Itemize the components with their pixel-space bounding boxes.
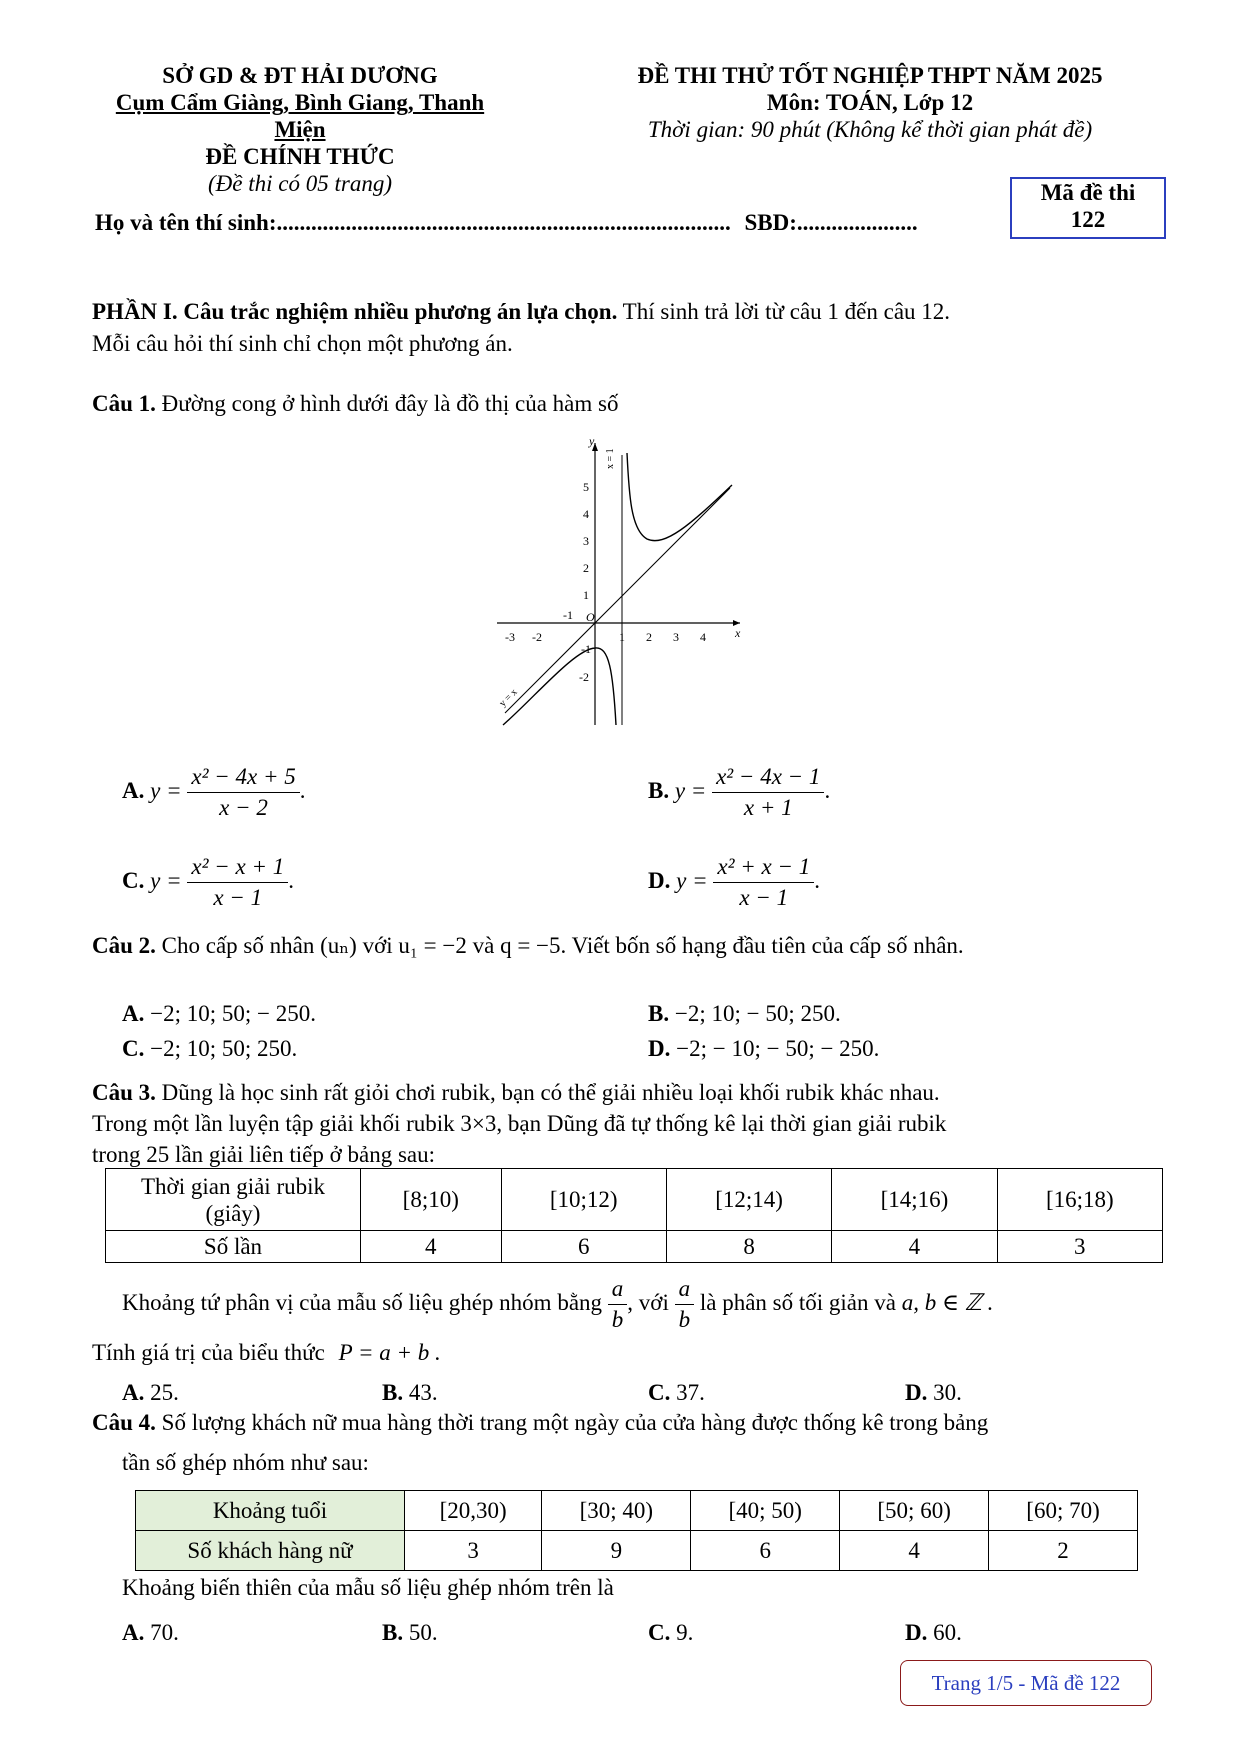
q2-option-d[interactable]	[648, 1033, 879, 1065]
denominator: x + 1	[743, 795, 793, 820]
q3-line1: Dũng là học sinh rất giỏi chơi rubik, bạn có thể giải nhiều loại khối rubik khác nhau.	[155, 1080, 940, 1105]
y-tick: 5	[583, 480, 589, 494]
option-letter: B.	[648, 777, 670, 803]
cluster: Cụm Cẩm Giàng, Bình Giang, Thanh Miện	[115, 90, 485, 142]
fraction	[187, 762, 299, 823]
table-row	[106, 1169, 1163, 1231]
q2-option-a[interactable]	[122, 998, 316, 1030]
header-right	[600, 62, 1140, 143]
text: Tính giá trị của biểu thức	[92, 1340, 325, 1365]
option-letter: A.	[122, 1001, 145, 1026]
table-cell: [20,30)	[405, 1491, 542, 1531]
curve-left-branch	[503, 648, 616, 725]
header-line: (giây)	[205, 1200, 261, 1226]
table-cell: [16;18)	[997, 1169, 1162, 1231]
text: là phân số tối giản và	[699, 1289, 896, 1315]
option-letter: C.	[122, 867, 145, 893]
subject: Môn: TOÁN, Lớp 12	[766, 90, 974, 115]
official-label: ĐỀ CHÍNH THỨC	[205, 144, 395, 169]
fraction	[712, 762, 824, 823]
option-letter: C.	[648, 1620, 671, 1645]
y-ticks	[579, 480, 591, 684]
y-axis-label: y	[589, 435, 595, 448]
q3-label: Câu 3.	[92, 1080, 156, 1105]
table-cell: [10;12)	[501, 1169, 666, 1231]
table-cell: 8	[666, 1231, 831, 1263]
table-cell: [40; 50)	[691, 1491, 840, 1531]
option-lhs: y =	[676, 867, 708, 893]
table-cell: [60; 70)	[989, 1491, 1138, 1531]
option-letter: C.	[648, 1380, 671, 1405]
denominator: x − 2	[219, 795, 268, 820]
page-count: (Đề thi có 05 trang)	[208, 171, 392, 196]
header-left	[90, 62, 510, 197]
exam-code-label: Mã đề thi	[1040, 180, 1136, 205]
q2-stem	[92, 930, 964, 962]
q4-line2: tần số ghép nhóm như sau:	[122, 1450, 369, 1475]
x-tick: -2	[532, 630, 542, 644]
q4-label: Câu 4.	[92, 1410, 156, 1435]
x-tick: -1	[563, 608, 573, 622]
text: Khoảng tứ phân vị của mẫu số liệu ghép nhóm bằng	[122, 1289, 603, 1315]
x-ticks	[505, 608, 706, 644]
q1-graph	[495, 435, 745, 727]
fraction	[608, 1274, 628, 1335]
option-letter: D.	[905, 1620, 928, 1645]
math: P = a + b .	[338, 1340, 441, 1365]
page-footer: Trang 1/5 - Mã đề 122	[900, 1660, 1152, 1706]
option-text: 25.	[144, 1380, 179, 1405]
option-lhs: y =	[150, 867, 182, 893]
option-lhs: y =	[674, 777, 707, 803]
denominator: b	[611, 1307, 624, 1332]
table-header: Số lần	[106, 1231, 361, 1263]
q2-label: Câu 2.	[92, 933, 156, 958]
table-cell: [12;14)	[666, 1169, 831, 1231]
y-tick: 2	[583, 561, 589, 575]
q3-stem	[92, 1077, 1154, 1170]
q3-line4	[122, 1274, 993, 1335]
oblique-asymptote	[505, 488, 730, 713]
q3-line5	[92, 1340, 441, 1366]
table-cell: 4	[361, 1231, 502, 1263]
numerator: x² + x − 1	[713, 852, 814, 883]
q4-stem	[92, 1410, 988, 1436]
option-text: −2; 10; 50; 250.	[144, 1036, 298, 1061]
x-tick: -3	[505, 630, 515, 644]
option-letter: A.	[122, 1620, 145, 1645]
option-letter: D.	[648, 1036, 671, 1061]
part1-intro	[92, 296, 1152, 360]
x-axis-label: x	[735, 626, 741, 640]
q1-text: Đường cong ở hình dưới đây là đồ thị của hàm số	[155, 391, 619, 416]
table-cell: [14;16)	[832, 1169, 997, 1231]
table-header: Khoảng tuổi	[136, 1491, 405, 1531]
y-tick: 1	[583, 588, 589, 602]
q4-option-a[interactable]	[122, 1620, 179, 1646]
table-row	[136, 1531, 1138, 1571]
q1-option-d[interactable]: D. y = $\frac{\text{x² + x − 1}}{x - 1}$ .	[648, 852, 820, 913]
q3-option-c[interactable]	[648, 1380, 705, 1406]
q4-table	[135, 1490, 1138, 1571]
x-tick: 2	[646, 630, 652, 644]
y-tick: 4	[583, 507, 589, 521]
option-text: −2; − 10; − 50; − 250.	[670, 1036, 880, 1061]
numerator: x² − 4x + 5	[187, 762, 299, 793]
option-letter: B.	[648, 1001, 670, 1026]
table-cell: 6	[501, 1231, 666, 1263]
exam-code: 122	[1070, 207, 1106, 232]
fraction	[675, 1274, 695, 1335]
table-cell: 4	[840, 1531, 989, 1571]
q3-option-b[interactable]	[382, 1380, 438, 1406]
vertical-asymptote-label: x = 1	[605, 448, 616, 469]
part1-instr: Thí sinh trả lời từ câu 1 đến câu 12.	[617, 299, 951, 324]
option-letter: D.	[905, 1380, 928, 1405]
option-letter: A.	[122, 777, 145, 803]
q3-line2: Trong một lần luyện tập giải khối rubik 3×3, bạn Dũng đã tự thống kê lại thời gian giải rubik	[92, 1111, 947, 1136]
q2-option-b[interactable]	[648, 998, 841, 1030]
text: , với	[627, 1289, 669, 1315]
numerator: a	[675, 1274, 695, 1305]
option-letter: C.	[122, 1036, 145, 1061]
exam-title: ĐỀ THI THỬ TỐT NGHIỆP THPT NĂM 2025	[637, 63, 1103, 88]
part1-instr-2: Mỗi câu hỏi thí sinh chỉ chọn một phương án.	[92, 331, 513, 356]
denominator: b	[678, 1307, 691, 1332]
table-header: Số khách hàng nữ	[136, 1531, 405, 1571]
header-line: Thời gian giải rubik	[141, 1173, 325, 1199]
fraction	[713, 852, 814, 913]
numerator: x² − x + 1	[187, 852, 288, 883]
option-letter: A.	[122, 1380, 145, 1405]
table-cell: 3	[997, 1231, 1162, 1263]
table-row	[106, 1231, 1163, 1263]
table-cell: 6	[691, 1531, 840, 1571]
q4-line3: Khoảng biến thiên của mẫu số liệu ghép nhóm trên là	[122, 1575, 614, 1600]
table-cell: 3	[405, 1531, 542, 1571]
x-tick: 1	[619, 630, 625, 644]
table-cell: 2	[989, 1531, 1138, 1571]
option-letter: B.	[382, 1620, 404, 1645]
curve-right-branch	[627, 453, 732, 541]
option-letter: B.	[382, 1380, 404, 1405]
option-text: −2; 10; − 50; 250.	[669, 1001, 841, 1026]
part1-title: PHẦN I. Câu trắc nghiệm nhiều phương án lựa chọn.	[92, 299, 618, 324]
q2-option-c[interactable]	[122, 1033, 297, 1065]
table-cell: [30; 40)	[542, 1491, 691, 1531]
q4-line1: Số lượng khách nữ mua hàng thời trang một ngày của cửa hàng được thống kê trong bảng	[155, 1410, 989, 1435]
candidate-name-field: Họ và tên thí sinh:...............................................................................	[95, 210, 731, 235]
option-text: 37.	[670, 1380, 705, 1405]
sbd-field: SBD:.....................	[744, 210, 918, 235]
option-text: 30.	[927, 1380, 962, 1405]
option-text: −2; 10; 50; − 250.	[144, 1001, 316, 1026]
option-letter: D.	[648, 867, 671, 893]
option-text: 50.	[403, 1620, 438, 1645]
q4-option-b[interactable]	[382, 1620, 438, 1646]
q1-stem	[92, 388, 618, 420]
q3-option-a[interactable]	[122, 1380, 179, 1406]
table-cell: 9	[542, 1531, 691, 1571]
y-tick: -1	[581, 642, 591, 656]
numerator: a	[608, 1274, 628, 1305]
q1-label: Câu 1.	[92, 391, 156, 416]
exam-time: Thời gian: 90 phút (Không kể thời gian phát đề)	[647, 117, 1093, 142]
denominator: x − 1	[213, 885, 263, 910]
numerator: x² − 4x − 1	[712, 762, 824, 793]
option-text: 9.	[670, 1620, 694, 1645]
q3-option-d[interactable]	[905, 1380, 962, 1406]
fraction	[187, 852, 288, 913]
q4-option-d[interactable]	[905, 1620, 962, 1646]
table-row	[136, 1491, 1138, 1531]
table-cell: [8;10)	[361, 1169, 502, 1231]
option-text: 43.	[403, 1380, 438, 1405]
q4-option-c[interactable]	[648, 1620, 693, 1646]
origin-label: O	[586, 610, 595, 624]
q3-line3: trong 25 lần giải liên tiếp ở bảng sau:	[92, 1142, 436, 1167]
department: SỞ GD & ĐT HẢI DƯƠNG	[162, 63, 438, 88]
y-tick: 3	[583, 534, 589, 548]
table-cell: 4	[832, 1231, 997, 1263]
x-tick: 3	[673, 630, 679, 644]
denominator: x − 1	[739, 885, 789, 910]
x-tick: 4	[700, 630, 706, 644]
y-tick: -2	[579, 670, 589, 684]
table-header	[106, 1169, 361, 1231]
candidate-line	[95, 210, 918, 236]
option-text: 70.	[144, 1620, 179, 1645]
math: a, b ∈ ℤ .	[901, 1289, 994, 1315]
q3-table	[105, 1168, 1163, 1263]
option-text: 60.	[927, 1620, 962, 1645]
oblique-asymptote-label: y = x	[497, 686, 520, 710]
q1-option-a[interactable]: A. y = $\frac{\text{x² − 4x + 5}}{x - 2}$ .	[122, 762, 305, 823]
exam-code-box	[1010, 177, 1166, 239]
q1-option-b[interactable]: B. y = $\frac{\text{x² − 4x − 1}}{x + 1}$ .	[648, 762, 830, 823]
q1-option-c[interactable]: C. y = $\frac{\text{x² − x + 1}}{x - 1}$ .	[122, 852, 294, 913]
option-lhs: y =	[150, 777, 182, 803]
table-cell: [50; 60)	[840, 1491, 989, 1531]
q2-text: Cho cấp số nhân (uₙ) với u₁ = −2 và q = −5. Viết bốn số hạng đầu tiên của cấp số nhân.	[155, 933, 964, 958]
